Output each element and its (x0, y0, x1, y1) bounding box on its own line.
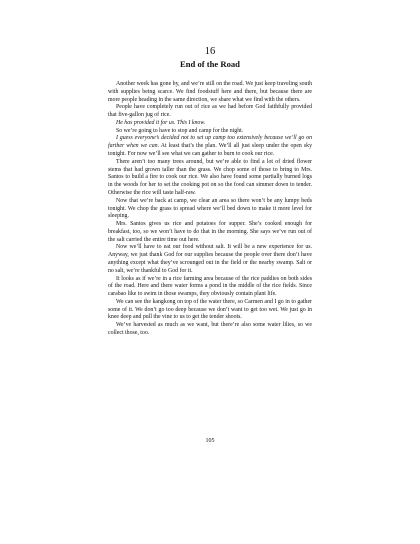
paragraph: Now that we’re back at camp, we clear an area so there won’t be any lumpy beds tonight. We chop the grass to spread where we’ll bed down to make it more level for sleeping. (108, 197, 312, 220)
paragraph: There aren’t too many trees around, but we’re able to find a lot of dried flower stems that had grown taller than the grass. We chop some of those to bring to Mrs. Santos to build a fire to cook our rice. We also have found some partially burned logs in the woods for her to set the cooking pot on so the food can simmer down to tender. Otherwise the rice will taste half-raw. (108, 158, 312, 196)
paragraph: It looks as if we’re in a rice farming area because of the rice paddies on both sides of the road. Here and there water forms a pond in the middle of the rice fields. Since carabao like to swim in those swamps, they obviously contain plant life. (108, 275, 312, 298)
paragraph: Another week has gone by, and we’re still on the road. We just keep traveling south with supplies being scarce. We find foodstuff here and there, but because there are more people heading in the same direction, we share what we find with the others. (108, 81, 312, 103)
body-text (108, 81, 312, 338)
page-number: 105 (205, 438, 215, 444)
paragraph: We’ve harvested as much as we want, but there’re also some water lilies, so we collect those, too. (108, 322, 312, 336)
italic-paragraph: He has provided it for us. This I know. (116, 119, 206, 126)
paragraph: Mrs. Santos gives us rice and potatoes for supper. She’s cooked enough for breakfast, too, so we won’t have to do that in the morning. She says we’ve run out of the salt carried the entire time out here. (108, 221, 312, 243)
paragraph: We can see the kangkong on top of the water there, so Carmen and I go in to gather some of it. We don’t go too deep because we don’t want to get too wet. We just go in knee deep and pull the vine to us to get the tender shoots. (108, 298, 312, 321)
paragraph-with-italic-lead (108, 135, 312, 158)
paragraph: People have completely run out of rice as we had before God faithfully provided that five-gallon jug of rice. (108, 104, 312, 119)
paragraph: Now we’ll have to eat our food without salt. It will be a new experience for us. Anyway, we just thank God for our supplies because the people over there don’t have anything except what they’ve scrounged out in the field or the nearby swamp. Salt or no salt, we’re thankful to God for it. (108, 244, 312, 274)
paragraph: So we’re going to have to stop and camp for the night. (116, 127, 244, 134)
paragraph-rest: At least that’s the plan. We’ll all just sleep under the open sky tonight. For now we’ll see what we can gather to burn to cook our rice. (108, 143, 312, 158)
chapter-title: End of the Road (180, 59, 240, 69)
italic-thought: I guess everyone’s decided not to set up camp too extensively because we’ll go on farther when we can. (108, 135, 312, 150)
chapter-number: 16 (204, 46, 216, 57)
